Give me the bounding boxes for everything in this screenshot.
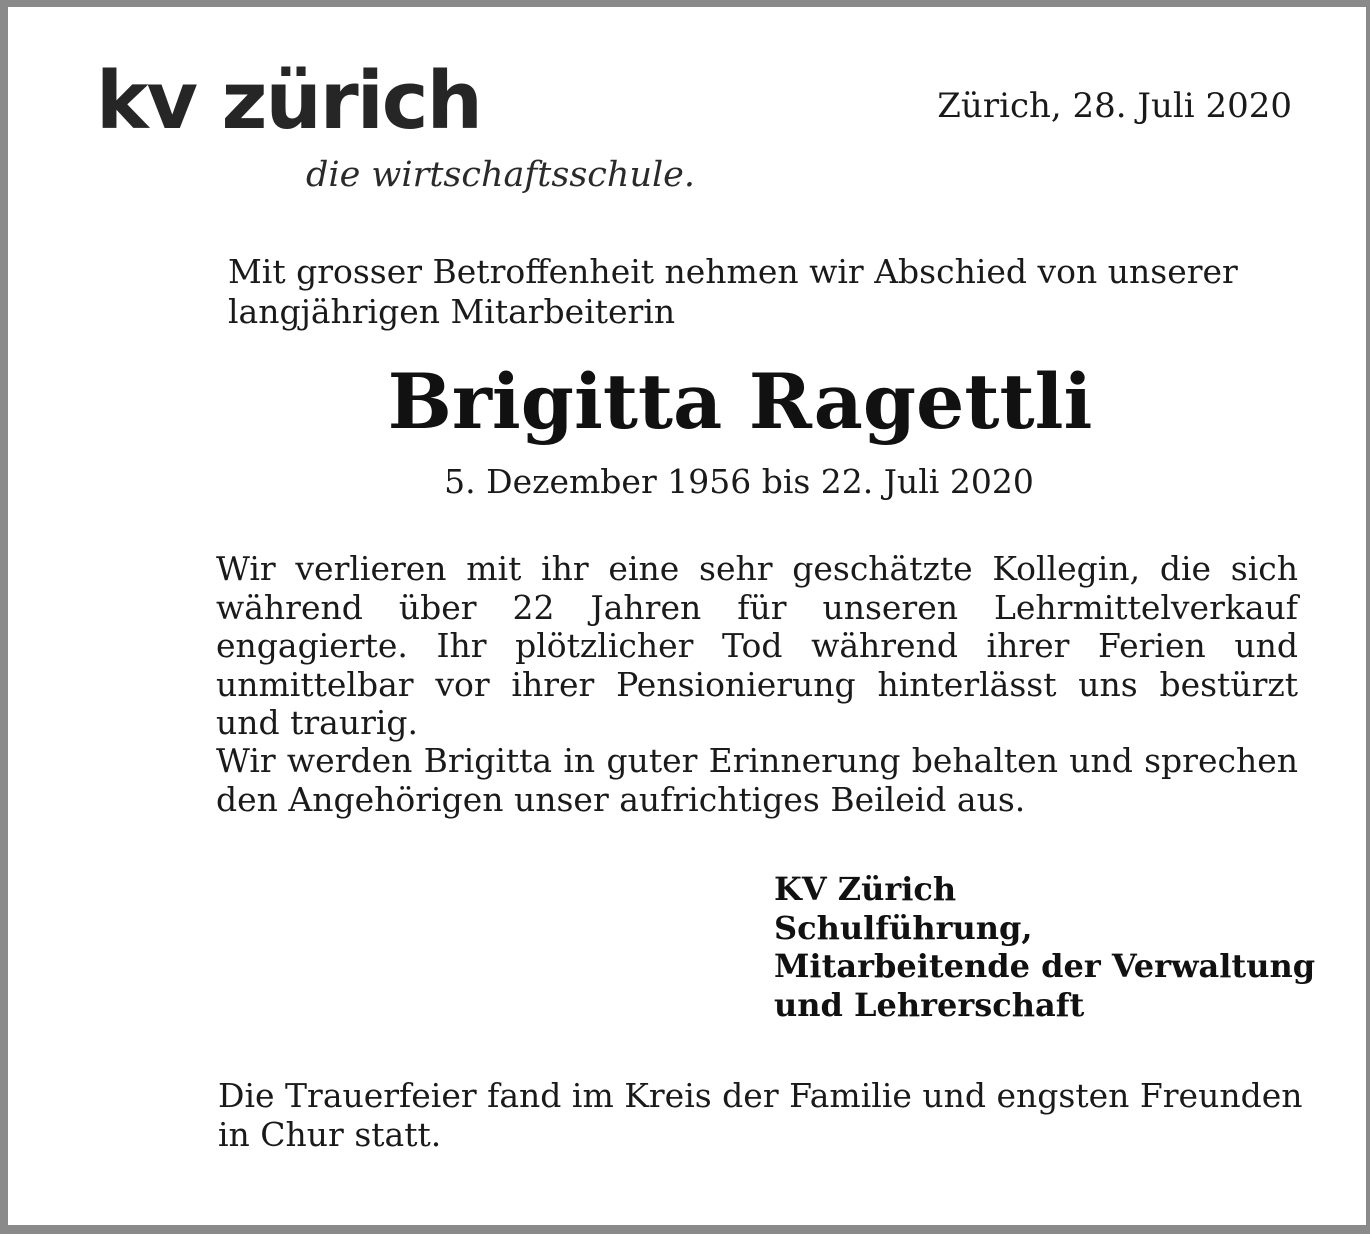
notice-date: Zürich, 28. Juli 2020 [937,86,1292,126]
signature-line: Mitarbeitende der Verwaltung [774,947,1316,985]
paragraph-2: Wir werden Brigitta in guter Erinnerung behalten und sprechen den Angehörigen unser aufrichtiges Beileid aus. [216,741,1298,819]
signature-block [774,870,1334,1024]
closing-text: Die Trauerfeier fand im Kreis der Familie und engsten Freunden in Chur statt. [218,1076,1303,1154]
signature-line: Schulführung, [774,908,1033,947]
intro-text: Mit grosser Betroffenheit nehmen wir Abschied von unserer langjährigen Mitarbeiterin [228,252,1238,331]
logo-tagline: die wirtschaftsschule. [306,155,696,195]
paragraph-1: Wir verlieren mit ihr eine sehr geschätzte Kollegin, die sich während über 22 Jahren für unseren Lehrmittelverkauf engagierte. Ihr plötzlicher Tod während ihrer Ferien und unmittelbar vor ihrer Pensionierung hinterlässt uns bestürzt und traurig. [216,549,1298,742]
signature-line: KV Zürich [774,870,957,908]
signature-line: und Lehrerschaft [774,985,1085,1024]
deceased-name: Brigitta Ragettli [387,357,1093,446]
logo-wordmark: kv zürich [96,55,481,147]
life-dates: 5. Dezember 1956 bis 22. Juli 2020 [444,462,1034,501]
